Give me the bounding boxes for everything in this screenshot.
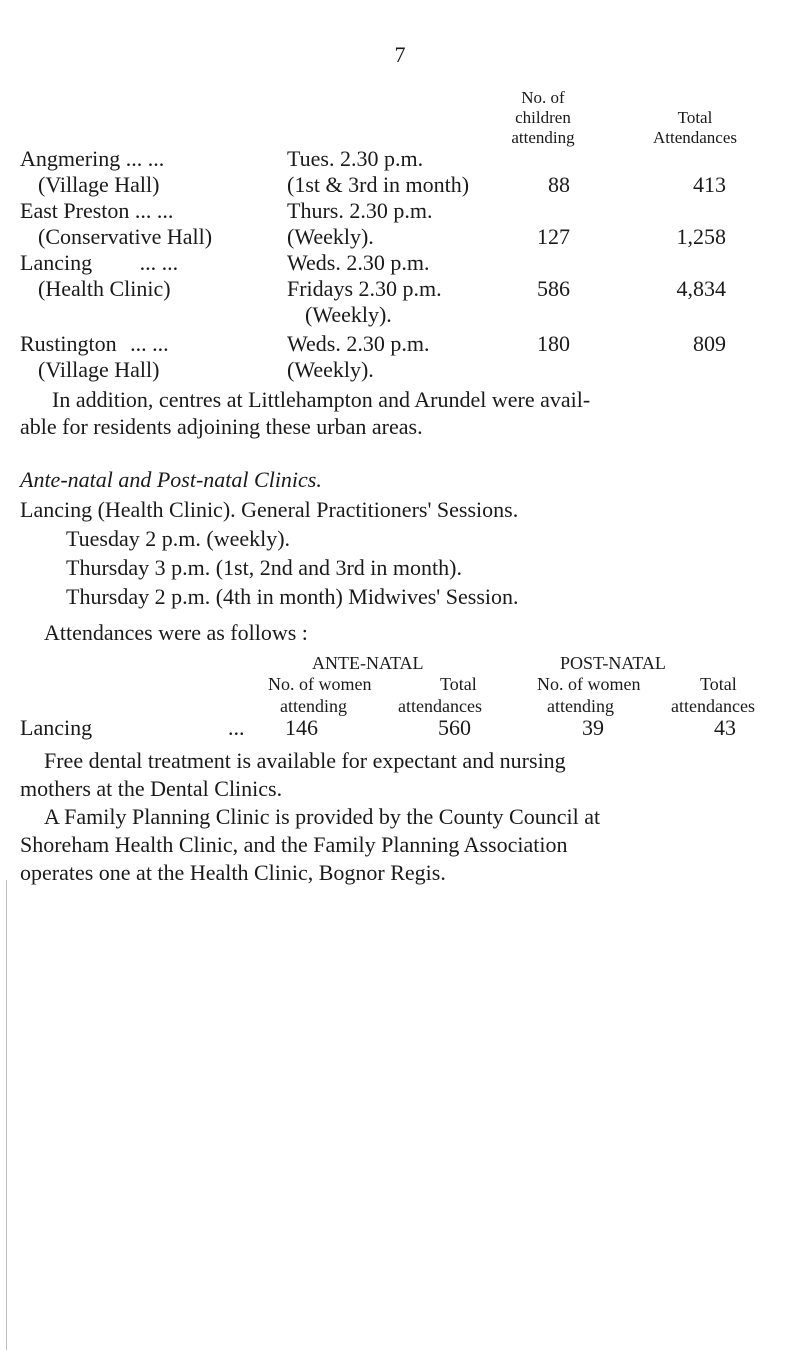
row-time: Thurs. 2.30 p.m. (287, 198, 433, 223)
closing-line-2: mothers at the Dental Clinics. (20, 776, 283, 801)
row-children: 127 (537, 224, 570, 249)
row-place (20, 147, 164, 171)
section-heading: Ante-natal and Post-natal Clinics. (20, 467, 322, 492)
addition-paragraph-line-2: able for residents adjoining these urban areas. (20, 414, 423, 439)
header-children-attending (478, 88, 608, 148)
row-time-frequency: (Weekly). (305, 302, 392, 327)
ante-total-value: 560 (438, 715, 471, 740)
leader-dots: ... ... (125, 146, 165, 171)
col-ante-total: Total (440, 674, 477, 694)
col-ante-women-sub: attending (280, 696, 347, 716)
antenatal-line-2: Tuesday 2 p.m. (weekly). (66, 526, 291, 551)
post-women-value: 39 (582, 715, 604, 740)
ante-natal-label: ANTE-NATAL (312, 653, 424, 673)
col-ante-total-sub: attendances (398, 696, 482, 716)
header-total-attendances (620, 108, 770, 148)
antenatal-line-5: Attendances were as follows : (44, 620, 308, 645)
row-total: 413 (693, 172, 726, 197)
col-post-total: Total (700, 674, 737, 694)
row-children: 180 (537, 331, 570, 356)
leader-dots: ... ... (130, 331, 169, 356)
row-time: Weds. 2.30 p.m. (287, 331, 430, 356)
post-natal-label: POST-NATAL (560, 653, 666, 673)
leader-dots: ... ... (139, 250, 179, 275)
row-total: 1,258 (676, 224, 726, 249)
antenatal-line-4: Thursday 2 p.m. (4th in month) Midwives' Session. (66, 584, 519, 609)
closing-line-4: Shoreham Health Clinic, and the Family Planning Association (20, 832, 568, 857)
place-name: Lancing (20, 250, 93, 275)
page-number: 7 (394, 42, 406, 67)
col-post-women: No. of women (537, 674, 641, 694)
row-time: Weds. 2.30 p.m. (287, 250, 430, 275)
row-total: 809 (693, 331, 726, 356)
col-post-women-sub: attending (547, 696, 614, 716)
leader-dots: ... (228, 715, 245, 740)
row-place (20, 251, 178, 275)
addition-paragraph-line-1: In addition, centres at Littlehampton and Arundel were avail- (52, 387, 591, 412)
leader-dots: ... ... (134, 198, 174, 223)
header-total-line-2: Attendances (652, 128, 738, 147)
row-time-detail: (Weekly). (287, 224, 374, 249)
header-children-line-1: No. of (521, 88, 565, 107)
row-place (20, 199, 173, 223)
row-time-detail: Fridays 2.30 p.m. (287, 276, 442, 301)
row-total: 4,834 (676, 276, 726, 301)
row-time-detail: (Weekly). (287, 357, 374, 382)
place-name: Rustington (20, 331, 117, 356)
closing-line-1: Free dental treatment is available for expectant and nursing (44, 748, 566, 773)
place-name: Angmering (20, 146, 121, 171)
row-place: Lancing (20, 715, 93, 740)
closing-line-5: operates one at the Health Clinic, Bognor Regis. (20, 860, 446, 885)
header-total-line-1: Total (677, 108, 713, 127)
margin-rule (6, 880, 7, 1350)
row-venue: (Health Clinic) (38, 276, 171, 301)
header-children-line-2: children (515, 108, 571, 127)
row-venue: (Village Hall) (38, 172, 160, 197)
header-children-line-3: attending (511, 128, 575, 147)
antenatal-line-3: Thursday 3 p.m. (1st, 2nd and 3rd in month). (66, 555, 462, 580)
row-time: Tues. 2.30 p.m. (287, 146, 424, 171)
row-children: 88 (548, 172, 570, 197)
col-post-total-sub: attendances (671, 696, 755, 716)
place-name: East Preston (20, 198, 130, 223)
antenatal-line-1: Lancing (Health Clinic). General Practitioners' Sessions. (20, 497, 519, 522)
ante-women-value: 146 (285, 715, 318, 740)
col-ante-women: No. of women (268, 674, 372, 694)
row-venue: (Village Hall) (38, 357, 160, 382)
closing-line-3: A Family Planning Clinic is provided by the County Council at (44, 804, 601, 829)
row-children: 586 (537, 276, 570, 301)
row-place (20, 332, 169, 356)
post-total-value: 43 (714, 715, 736, 740)
row-venue: (Conservative Hall) (38, 224, 213, 249)
row-time-detail: (1st & 3rd in month) (287, 172, 470, 197)
